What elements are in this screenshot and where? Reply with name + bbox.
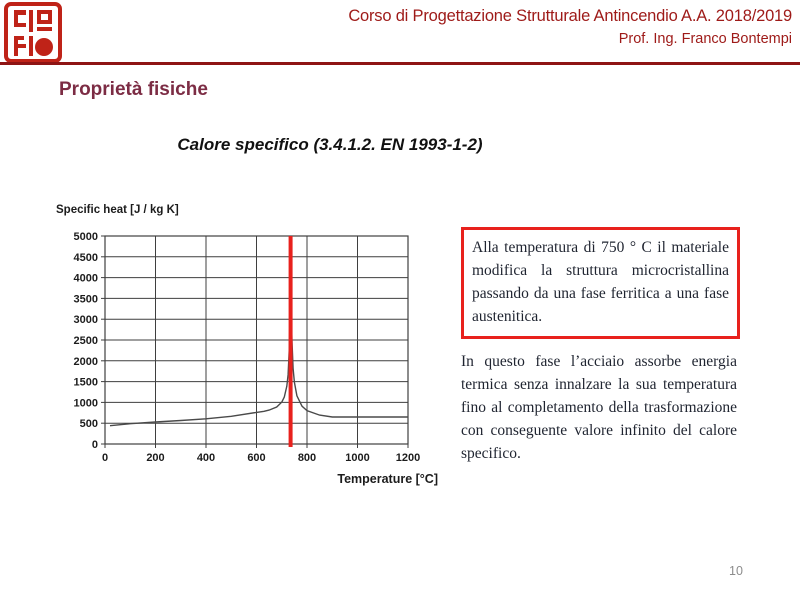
note-paragraph-text: In questo fase l’acciaio assorbe energia termica senza innalzare la sua temperatura fino al completamento della trasformazione con conseguente valore infinito del calore specifico. (461, 353, 737, 462)
x-tick-label: 200 (146, 452, 165, 464)
course-title: Corso di Progettazione Strutturale Antincendio A.A. 2018/2019 (348, 7, 792, 25)
y-tick-label: 4500 (73, 251, 98, 264)
y-tick-label: 5000 (73, 231, 98, 243)
y-axis-label: Specific heat [J / kg K] (56, 204, 179, 216)
slide-header (52, 5, 792, 50)
y-tick-label: 1500 (73, 376, 98, 389)
highlight-note-box (461, 227, 740, 339)
y-tick-label: 3500 (73, 293, 98, 306)
x-tick-label: 400 (196, 452, 216, 464)
boxed-note-text: Alla temperatura di 750 ° C il materiale modifica la struttura microcristallina passando da una fase ferritica a una fase austenitica. (472, 239, 729, 325)
note-paragraph-block (461, 350, 737, 465)
x-tick-label: 1200 (395, 452, 421, 464)
x-tick-label: 600 (247, 452, 266, 464)
y-tick-label: 0 (91, 439, 98, 451)
page-title: Proprietà fisiche (59, 79, 208, 100)
specific-heat-chart (50, 195, 440, 495)
x-tick-label: 0 (101, 452, 109, 464)
page-number: 10 (729, 564, 743, 578)
x-tick-label: 800 (297, 452, 317, 464)
x-tick-label: 1000 (345, 452, 370, 464)
y-tick-label: 4000 (73, 272, 98, 285)
specific-heat-chart-svg (50, 195, 440, 495)
y-tick-label: 3000 (73, 314, 98, 327)
specific-heat-curve (110, 236, 408, 426)
header-divider (0, 62, 800, 65)
y-tick-label: 1000 (73, 397, 98, 410)
x-axis-label: Temperature [°C] (337, 472, 438, 486)
y-tick-label: 500 (79, 418, 98, 431)
chart-title: Calore specifico (3.4.1.2. EN 1993-1-2) (177, 135, 483, 154)
y-tick-label: 2000 (73, 355, 98, 368)
professor-name: Prof. Ing. Franco Bontempi (618, 31, 792, 48)
y-tick-label: 2500 (73, 335, 98, 347)
